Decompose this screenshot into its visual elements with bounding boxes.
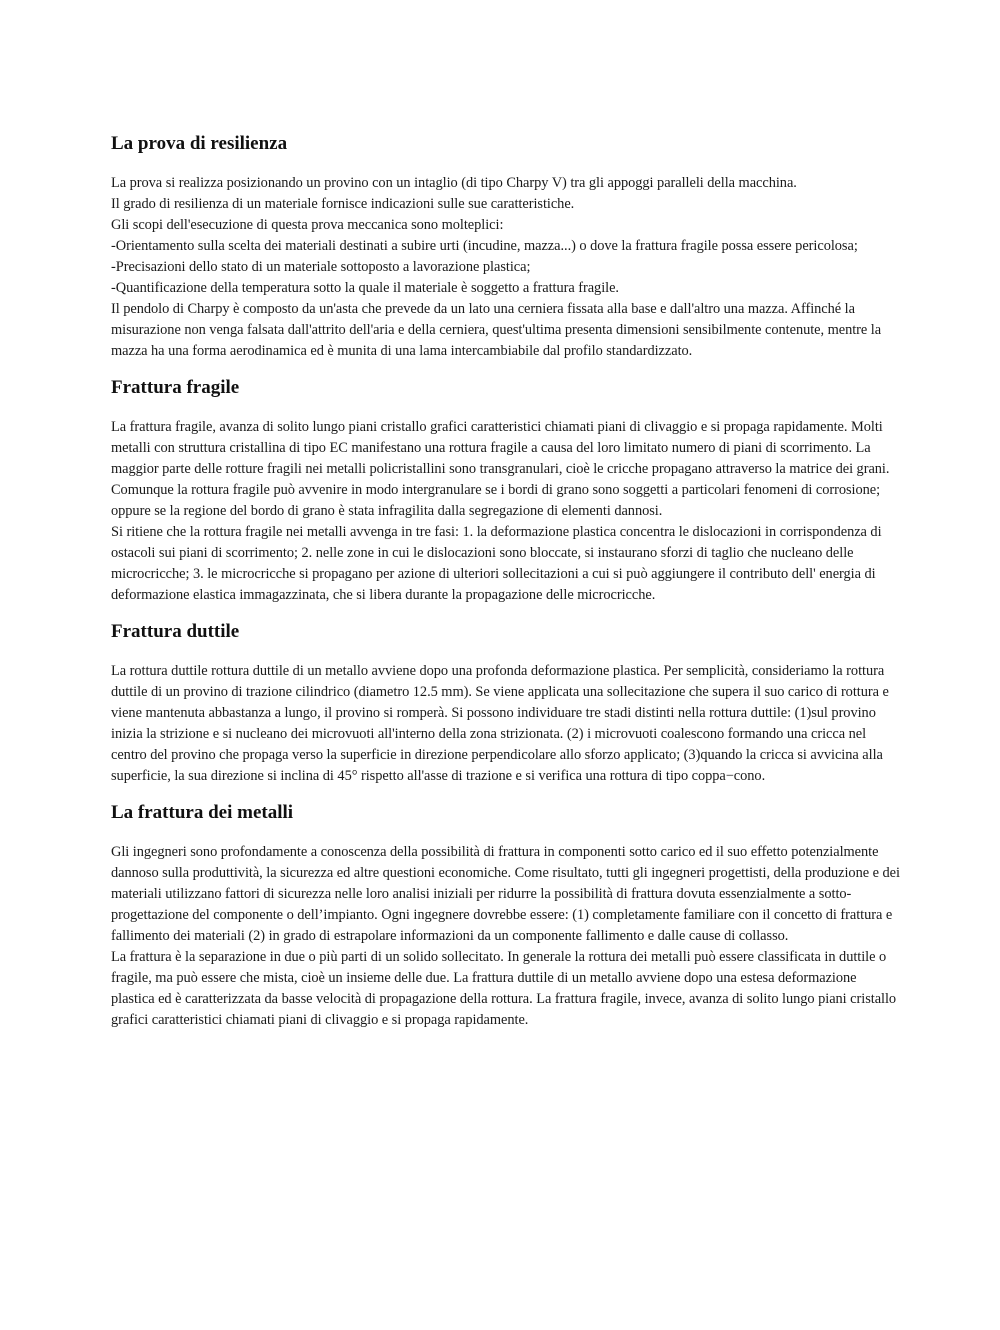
section-spacer <box>111 606 901 620</box>
paragraph: La prova si realizza posizionando un provino con un intaglio (di tipo Charpy V) tra gli appoggi paralleli della macchina. <box>111 175 797 191</box>
paragraph: -Quantificazione della temperatura sotto la quale il materiale è soggetto a frattura fragile. <box>111 280 619 296</box>
section-frattura-dei-metalli <box>111 801 901 1031</box>
paragraph: -Precisazioni dello stato di un materiale sottoposto a lavorazione plastica; <box>111 259 531 275</box>
paragraph: Si ritiene che la rottura fragile nei metalli avvenga in tre fasi: 1. la deformazione plastica concentra le dislocazioni in corrispondenza di ostacoli sui piani di scorrimento; 2. nelle zone in cui le dislocazioni sono bloccate, si instaurano sforzi di taglio che nucleano delle microcricche; 3. le microcricche si propagano per azione di ulteriori sollecitazioni a cui si può aggiungere il contributo dell' energia di deformazione elastica immagazzinata, che si libera durante la propagazione delle microcricche. <box>111 524 882 603</box>
paragraph: La frattura è la separazione in due o più parti di un solido sollecitato. In generale la rottura dei metalli può essere classificata in duttile o fragile, ma può essere che mista, cioè un insieme delle due. La frattura duttile di un metallo avviene dopo una estesa deformazione plastica ed è caratterizzata da basse velocità di propagazione della rottura. La frattura fragile, invece, avanza di solito lungo piani cristallo grafici caratteristici chiamati piani di clivaggio e si propaga rapidamente. <box>111 949 897 1028</box>
section-frattura-duttile <box>111 620 901 787</box>
paragraph: Il pendolo di Charpy è composto da un'asta che prevede da un lato una cerniera fissata alla base e dall'altro una mazza. Affinché la misurazione non venga falsata dall'attrito dell'aria e della cerniera, quest'ultima presenta dimensioni sensibilmente contenute, mentre la mazza ha una forma aerodinamica ed è munita di una lama intercambiabile dal profilo standardizzato. <box>111 301 882 359</box>
paragraph: Gli scopi dell'esecuzione di questa prova meccanica sono molteplici: <box>111 217 504 233</box>
section-spacer <box>111 362 901 376</box>
paragraph: Gli ingegneri sono profondamente a conoscenza della possibilità di frattura in componenti sotto carico ed il suo effetto potenzialmente dannoso sulla produttività, la sicurezza ed altre questioni economiche. Come risultato, tutti gli ingegneri progettisti, della produzione e dei materiali utilizzano fattori di sicurezza nelle loro analisi iniziali per ridurre la possibilità di frattura dovuta essenzialmente a sotto-progettazione del componente o dell’impianto. Ogni ingegnere dovrebbe essere: (1) completamente familiare con il concetto di frattura e fallimento dei materiali (2) in grado di estrapolare informazioni da un componente fallimento e dalle cause di collasso. <box>111 844 900 944</box>
section-spacer <box>111 787 901 801</box>
paragraph: -Orientamento sulla scelta dei materiali destinati a subire urti (incudine, mazza...) o dove la frattura fragile possa essere pericolosa; <box>111 238 858 254</box>
section-heading: Frattura duttile <box>111 621 240 642</box>
section-frattura-fragile <box>111 376 901 606</box>
section-prova-di-resilienza <box>111 132 901 362</box>
document-page <box>111 132 901 1031</box>
paragraph: La frattura fragile, avanza di solito lungo piani cristallo grafici caratteristici chiamati piani di clivaggio e si propaga rapidamente. Molti metalli con struttura cristallina di tipo EC manifestano una rottura fragile a causa del loro limitato numero di piani di scorrimento. La maggior parte delle rotture fragili nei metalli policristallini sono transgranulari, cioè le cricche propagano attraverso la matrice dei grani. Comunque la rottura fragile può avvenire in modo intergranulare se i bordi di grano sono soggetti a particolari fenomeni di corrosione; oppure se la regione del bordo di grano è stata infragilita dalla segregazione di elementi dannosi. <box>111 419 890 519</box>
paragraph: La rottura duttile rottura duttile di un metallo avviene dopo una profonda deformazione plastica. Per semplicità, consideriamo la rottura duttile di un provino di trazione cilindrico (diametro 12.5 mm). Se viene applicata una sollecitazione che supera il suo carico di rottura e viene mantenuta abbastanza a lungo, il provino si romperà. Si possono individuare tre stadi distinti nella rottura duttile: (1)sul provino inizia la strizione e si nucleano dei microvuoti all'interno della zona strizionata. (2) i microvuoti coalescono formando una cricca nel centro del provino che propaga verso la superficie in direzione perpendicolare allo sforzo applicato; (3)quando la cricca si avvicina alla superficie, la sua direzione si inclina di 45° rispetto all'asse di trazione e si verifica una rottura di tipo coppa−cono. <box>111 663 889 784</box>
section-heading: La frattura dei metalli <box>111 802 294 823</box>
paragraph: Il grado di resilienza di un materiale fornisce indicazioni sulle sue caratteristiche. <box>111 196 575 212</box>
section-heading: La prova di resilienza <box>111 133 288 154</box>
section-heading: Frattura fragile <box>111 377 240 398</box>
